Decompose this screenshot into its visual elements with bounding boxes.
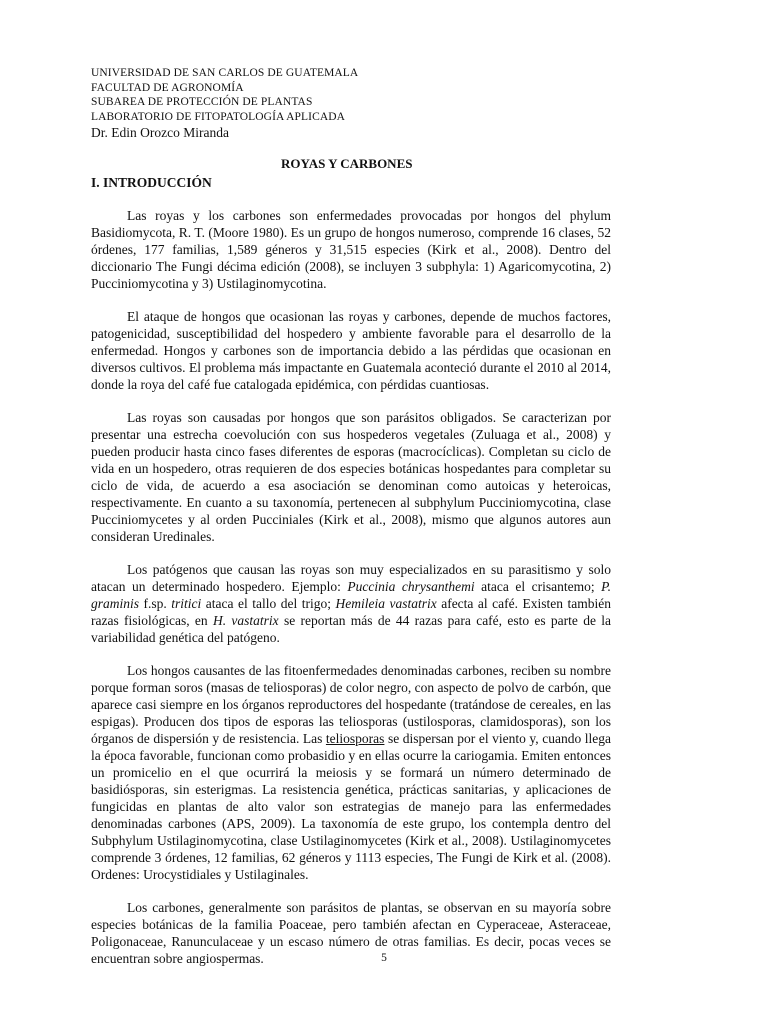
paragraph-6: Los carbones, generalmente son parásitos de plantas, se observan en su mayoría sobre especies botánicas de la familia Poaceae, pero también afectan en Cyperaceae, Asteraceae, Poligonaceae, Ranunculaceae y un escaso número de otras familias. Es decir, pocas veces se encuentran sobre angiospermas.: [91, 900, 611, 966]
header-university: UNIVERSIDAD DE SAN CARLOS DE GUATEMALA: [91, 67, 359, 79]
paragraph-2: El ataque de hongos que ocasionan las royas y carbones, depende de muchos factores, patogenicidad, susceptibilidad del hospedero y ambiente favorable para el desarrollo de la enfermedad. Hongos y carbones son de importancia debido a las pérdidas que ocasionan en diversos cultivos. El problema más impactante en Guatemala aconteció durante el 2010 al 2014, donde la roya del café fue catalogada epidémica, con pérdidas cuantiosas.: [91, 309, 611, 392]
paragraph-1: Las royas y los carbones son enfermedades provocadas por hongos del phylum Basidiomycota, R. T. (Moore 1980). Es un grupo de hongos numeroso, comprende 16 clases, 52 órdenes, 177 familias, 1,589 géneros y 31,515 especies (Kirk et al., 2008). Dentro del diccionario The Fungi décima edición (2008), se incluyen 3 subphyla: 1) Agaricomycotina, 2) Pucciniomycotina y 3) Ustilaginomycotina.: [91, 208, 611, 291]
document-page: [91, 66, 611, 967]
section-heading: I. INTRODUCCIÓN: [91, 175, 212, 190]
header-subarea: SUBAREA DE PROTECCIÓN DE PLANTAS: [91, 96, 313, 108]
header-faculty: FACULTAD DE AGRONOMÍA: [91, 81, 244, 94]
species-name: tritici: [171, 596, 202, 611]
text-run: afecta al café. Existen también razas fisiológicas, en: [91, 596, 611, 628]
paragraph-3: Las royas son causadas por hongos que son parásitos obligados. Se caracterizan por presentar una estrecha coevolución con sus hospederos vegetales (Zuluaga et al., 2008) y pueden producir hasta cinco fases diferentes de esporas (macrocíclicas). Completan su ciclo de vida en un hospedero, otras requieren de dos especies botánicas hospedantes para completar su ciclo de vida, de acuerdo a esa asociación se denominan como autoicas y heteroicas, respectivamente. En cuanto a su taxonomía, pertenecen al subphylum Pucciniomycotina, clase Pucciniomycetes y al orden Pucciniales (Kirk et al., 2008), mismo que algunos autores aun consideran Uredinales.: [91, 410, 611, 544]
paragraph-5: [91, 662, 611, 883]
document-title: ROYAS Y CARBONES: [281, 156, 413, 171]
species-name: H. vastatrix: [212, 613, 279, 628]
text-run: Los hongos causantes de las fitoenfermedades denominadas carbones, reciben su nombre porque forman soros (masas de teliosporas) de color negro, con aspecto de polvo de carbón, que aparece casi siempre en los órganos reproductores del hospedante (tratándose de cereales, en las espigas). Producen dos tipos de esporas las teliosporas (ustilosporas, clamidosporas), son los órganos de dispersión y de resistencia. Las: [91, 663, 611, 746]
paragraph-4: [91, 561, 611, 646]
text-run: se dispersan por el viento y, cuando llega la época favorable, funcionan como probasidio y en ellas ocurre la cariogamia. Emiten entonces un promicelio en el que ocurrirá la meiosis y se formará un número determinado de basidiósporas, sin esterigmas. La resistencia genética, prácticas sanitarias, y aplicaciones de fungicidas en plantas de alto valor son estrategias de manejo para las enfermedades denominadas carbones (APS, 2009). La taxonomía de este grupo, los contempla dentro del Subphylum Ustilaginomycotina, clase Ustilaginomycetes (Kirk et al., 2008). Ustilaginomycetes comprende 3 órdenes, 12 familias, 62 géneros y 1113 especies, The Fungi de Kirk et al. (2008). Ordenes: Urocystidiales y Ustilaginales.: [91, 731, 611, 882]
text-run: ataca el crisantemo;: [474, 579, 602, 594]
species-name: Hemileia vastatrix: [335, 596, 437, 611]
text-run: se reportan más de 44 razas para café, esto es parte de la variabilidad genética del patógeno.: [91, 613, 611, 645]
header-laboratory: LABORATORIO DE FITOPATOLOGÍA APLICADA: [91, 110, 346, 123]
text-run: f.sp.: [139, 596, 172, 611]
text-run: Los patógenos que causan las royas son muy especializados en su parasitismo y solo atacan un determinado hospedero. Ejemplo:: [91, 562, 611, 594]
species-name: P. graminis: [91, 579, 611, 611]
species-name: Puccinia chrysanthemi: [347, 579, 475, 594]
underlined-term: teliosporas: [325, 731, 385, 746]
header-author: Dr. Edin Orozco Miranda: [91, 125, 229, 140]
text-run: ataca el tallo del trigo;: [201, 596, 336, 611]
page-number: 5: [381, 952, 387, 964]
